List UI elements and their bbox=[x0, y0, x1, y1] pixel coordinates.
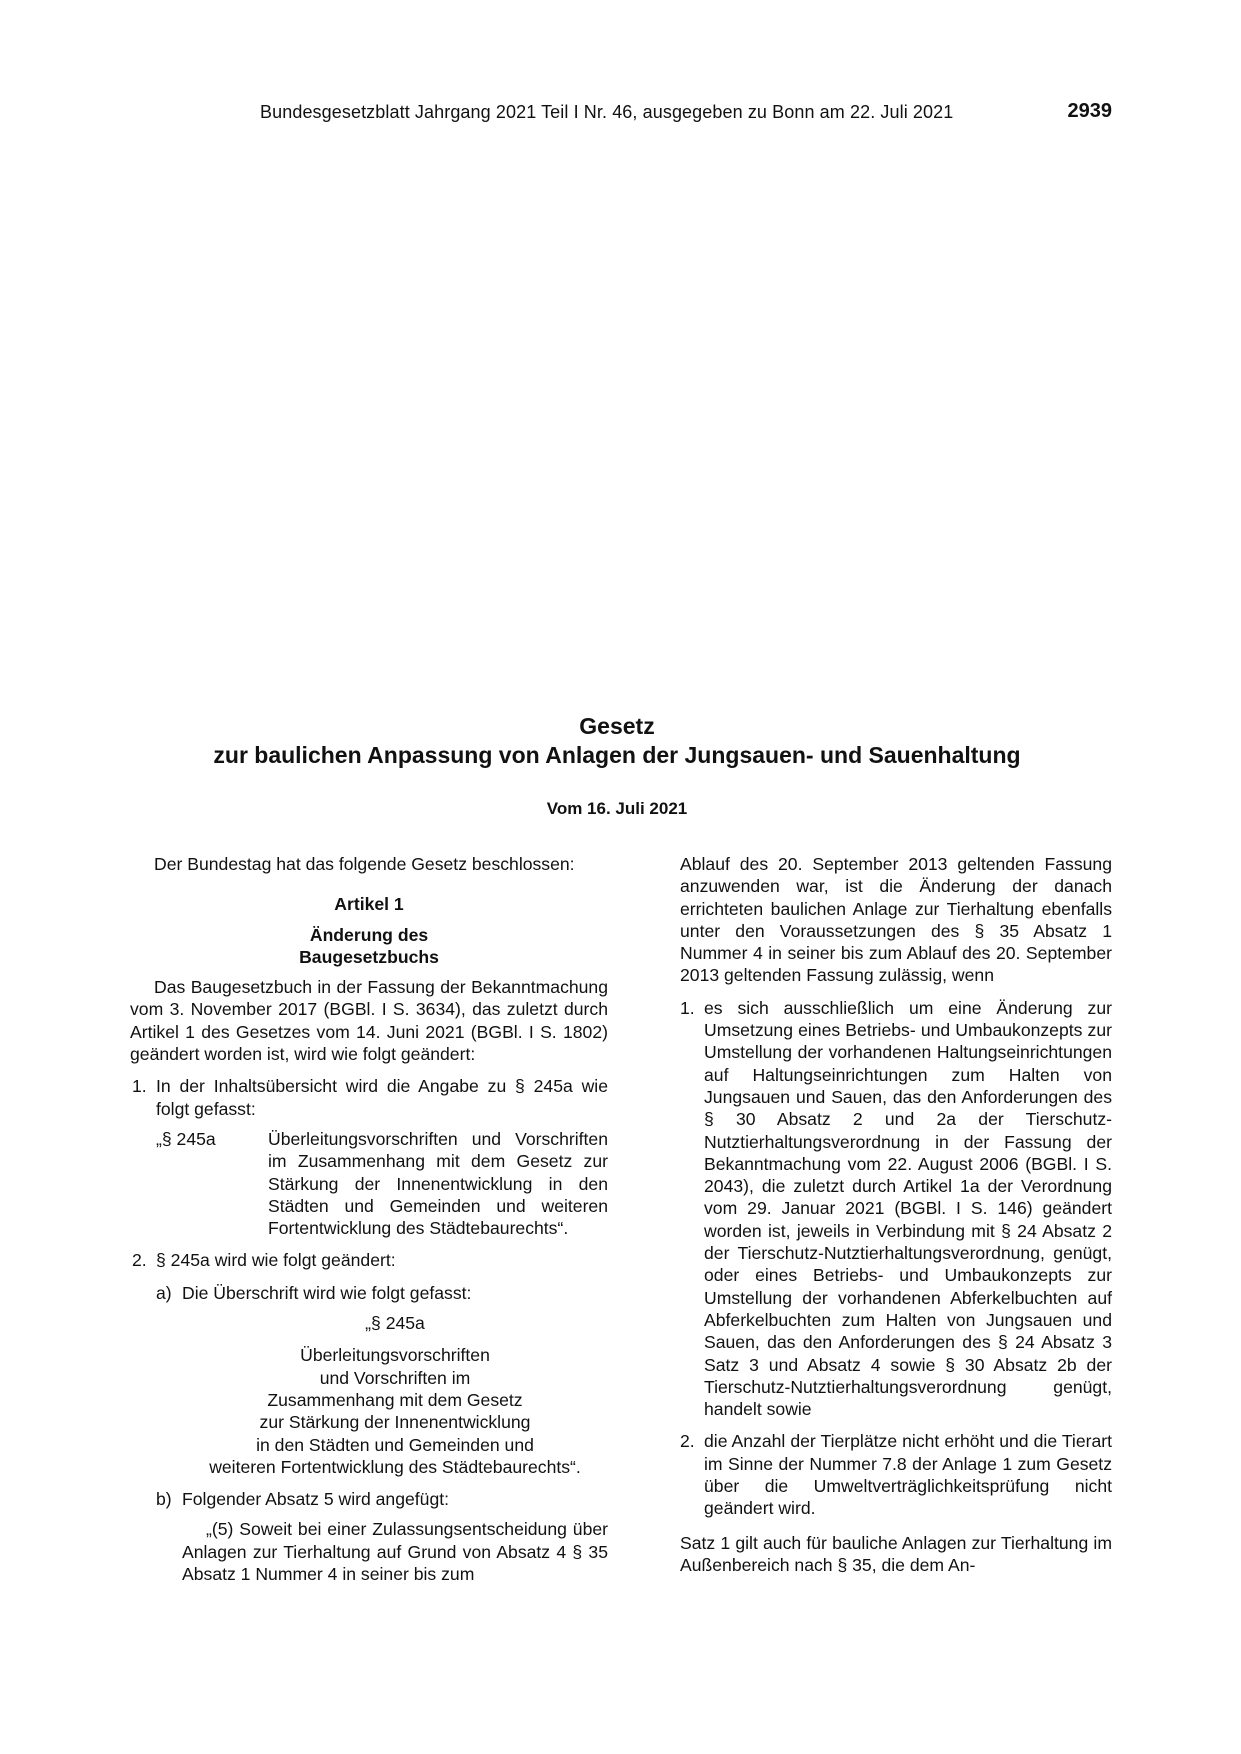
list-item-text: die Anzahl der Tierplätze nicht erhöht und die Tierart im Sinne der Nummer 7.8 der Anlage 1 zum Gesetz über die Umweltverträglichkeitsprüfung nicht geändert wird. bbox=[704, 1431, 1112, 1519]
list-item bbox=[680, 1430, 1112, 1519]
quoted-heading-line: und Vorschriften im bbox=[319, 1367, 471, 1388]
law-title-line-1: Gesetz bbox=[579, 713, 655, 739]
quoted-heading-line: Zusammenhang mit dem Gesetz bbox=[267, 1389, 523, 1410]
quoted-heading-line: „§ 245a bbox=[365, 1313, 425, 1334]
sub-item bbox=[156, 1282, 608, 1304]
right-column bbox=[680, 853, 1112, 1576]
toc-entry-label: „§ 245a bbox=[156, 1128, 216, 1149]
list-item-text: In der Inhaltsübersicht wird die Angabe zu § 245a wie folgt gefasst: bbox=[156, 1076, 608, 1119]
sub-item-letter: a) bbox=[156, 1282, 172, 1303]
list-item-number: 2. bbox=[132, 1250, 147, 1271]
list-item bbox=[130, 1249, 608, 1271]
article-title-line-1: Änderung des bbox=[309, 924, 429, 945]
list-item bbox=[680, 997, 1112, 1421]
quoted-heading-line: in den Städten und Gemeinden und bbox=[256, 1434, 534, 1455]
toc-entry bbox=[156, 1128, 608, 1239]
quoted-heading-line: weiteren Fortentwicklung des Städtebaurechts“. bbox=[209, 1456, 581, 1477]
list-item-text: § 245a wird wie folgt geändert: bbox=[156, 1250, 396, 1271]
toc-entry-text: Überleitungsvorschriften und Vorschriften im Zusammenhang mit dem Gesetz zur Stärkung der Innenentwicklung in den Städten und Gemeinden und weiteren Fortentwicklung des Städtebaurechts“. bbox=[268, 1128, 608, 1239]
list-item-text: es sich ausschließlich um eine Änderung zur Umsetzung eines Betriebs- und Umbaukonzepts zur Umstellung der vorhandenen Haltungseinrichtungen auf Haltungseinrichtungen zum Halten von Jungsauen und Sauen, das den Anforderungen des § 30 Absatz 2 und 2a der Tierschutz-Nutztierhaltungsverordnung in der Fassung der Bekanntmachung vom 22. August 2006 (BGBl. I S. 2043), die zuletzt durch Artikel 1a der Verordnung vom 29. Januar 2021 (BGBl. I S. 146) geändert worden ist, jeweils in Verbindung mit § 24 Absatz 2 der Tierschutz-Nutztierhaltungsverordnung, genügt, oder eines Betriebs- und Umbaukonzepts zur Umstellung der vorhandenen Abferkelbuchten auf Abferkelbuchten zum Halten von Jungsauen und Sauen, das den Anforderungen des § 24 Absatz 3 Satz 3 und Absatz 4 sowie § 30 Absatz 2b der Tierschutz-Nutztierhaltungsverordnung genügt, handelt sowie bbox=[704, 997, 1112, 1420]
article-title-line-2: Baugesetzbuchs bbox=[299, 946, 439, 967]
law-title-line-2: zur baulichen Anpassung von Anlagen der Jungsauen- und Sauenhaltung bbox=[213, 742, 1021, 768]
article-intro: Das Baugesetzbuch in der Fassung der Bekanntmachung vom 3. November 2017 (BGBl. I S. 3634), das zuletzt durch Artikel 1 des Gesetzes vom 14. Juni 2021 (BGBl. I S. 1802) geändert worden ist, wird wie folgt geändert: bbox=[130, 977, 608, 1065]
list-item bbox=[130, 1075, 608, 1120]
sub-item-text: Die Überschrift wird wie folgt gefasst: bbox=[182, 1282, 472, 1303]
quoted-paragraph: „(5) Soweit bei einer Zulassungsentscheidung über Anlagen zur Tierhaltung auf Grund von Absatz 4 § 35 Absatz 1 Nummer 4 in seiner bis zum bbox=[182, 1519, 608, 1585]
list-item-number: 1. bbox=[132, 1076, 147, 1097]
article-title bbox=[130, 924, 608, 969]
continued-paragraph: Ablauf des 20. September 2013 geltenden Fassung anzuwenden war, ist die Änderung der danach errichteten baulichen Anlage zur Tierhaltung ebenfalls unter den Voraussetzungen des § 35 Absatz 1 Nummer 4 in seiner bis zum Ablauf des 20. September 2013 geltenden Fassung zulässig, wenn bbox=[680, 854, 1112, 986]
closing-paragraph: Satz 1 gilt auch für bauliche Anlagen zur Tierhaltung im Außenbereich nach § 35, die dem An- bbox=[680, 1532, 1112, 1575]
law-title-block bbox=[120, 712, 1114, 820]
article-label: Artikel 1 bbox=[334, 894, 404, 915]
quoted-heading-line: zur Stärkung der Innenentwicklung bbox=[259, 1412, 531, 1433]
page-number: 2939 bbox=[1067, 100, 1112, 122]
sub-item bbox=[156, 1488, 608, 1510]
sub-item-letter: b) bbox=[156, 1489, 172, 1510]
sub-item-text: Folgender Absatz 5 wird angefügt: bbox=[182, 1489, 450, 1510]
list-item-number: 1. bbox=[680, 997, 695, 1018]
running-header bbox=[260, 100, 1112, 126]
quoted-heading bbox=[182, 1312, 608, 1478]
quoted-heading-line: Überleitungsvorschriften bbox=[300, 1345, 490, 1366]
preamble: Der Bundestag hat das folgende Gesetz beschlossen: bbox=[154, 854, 575, 874]
header-text: Bundesgesetzblatt Jahrgang 2021 Teil I Nr. 46, ausgegeben zu Bonn am 22. Juli 2021 bbox=[260, 102, 954, 122]
law-date: Vom 16. Juli 2021 bbox=[546, 799, 688, 818]
left-column bbox=[130, 853, 608, 1585]
list-item-number: 2. bbox=[680, 1431, 695, 1452]
